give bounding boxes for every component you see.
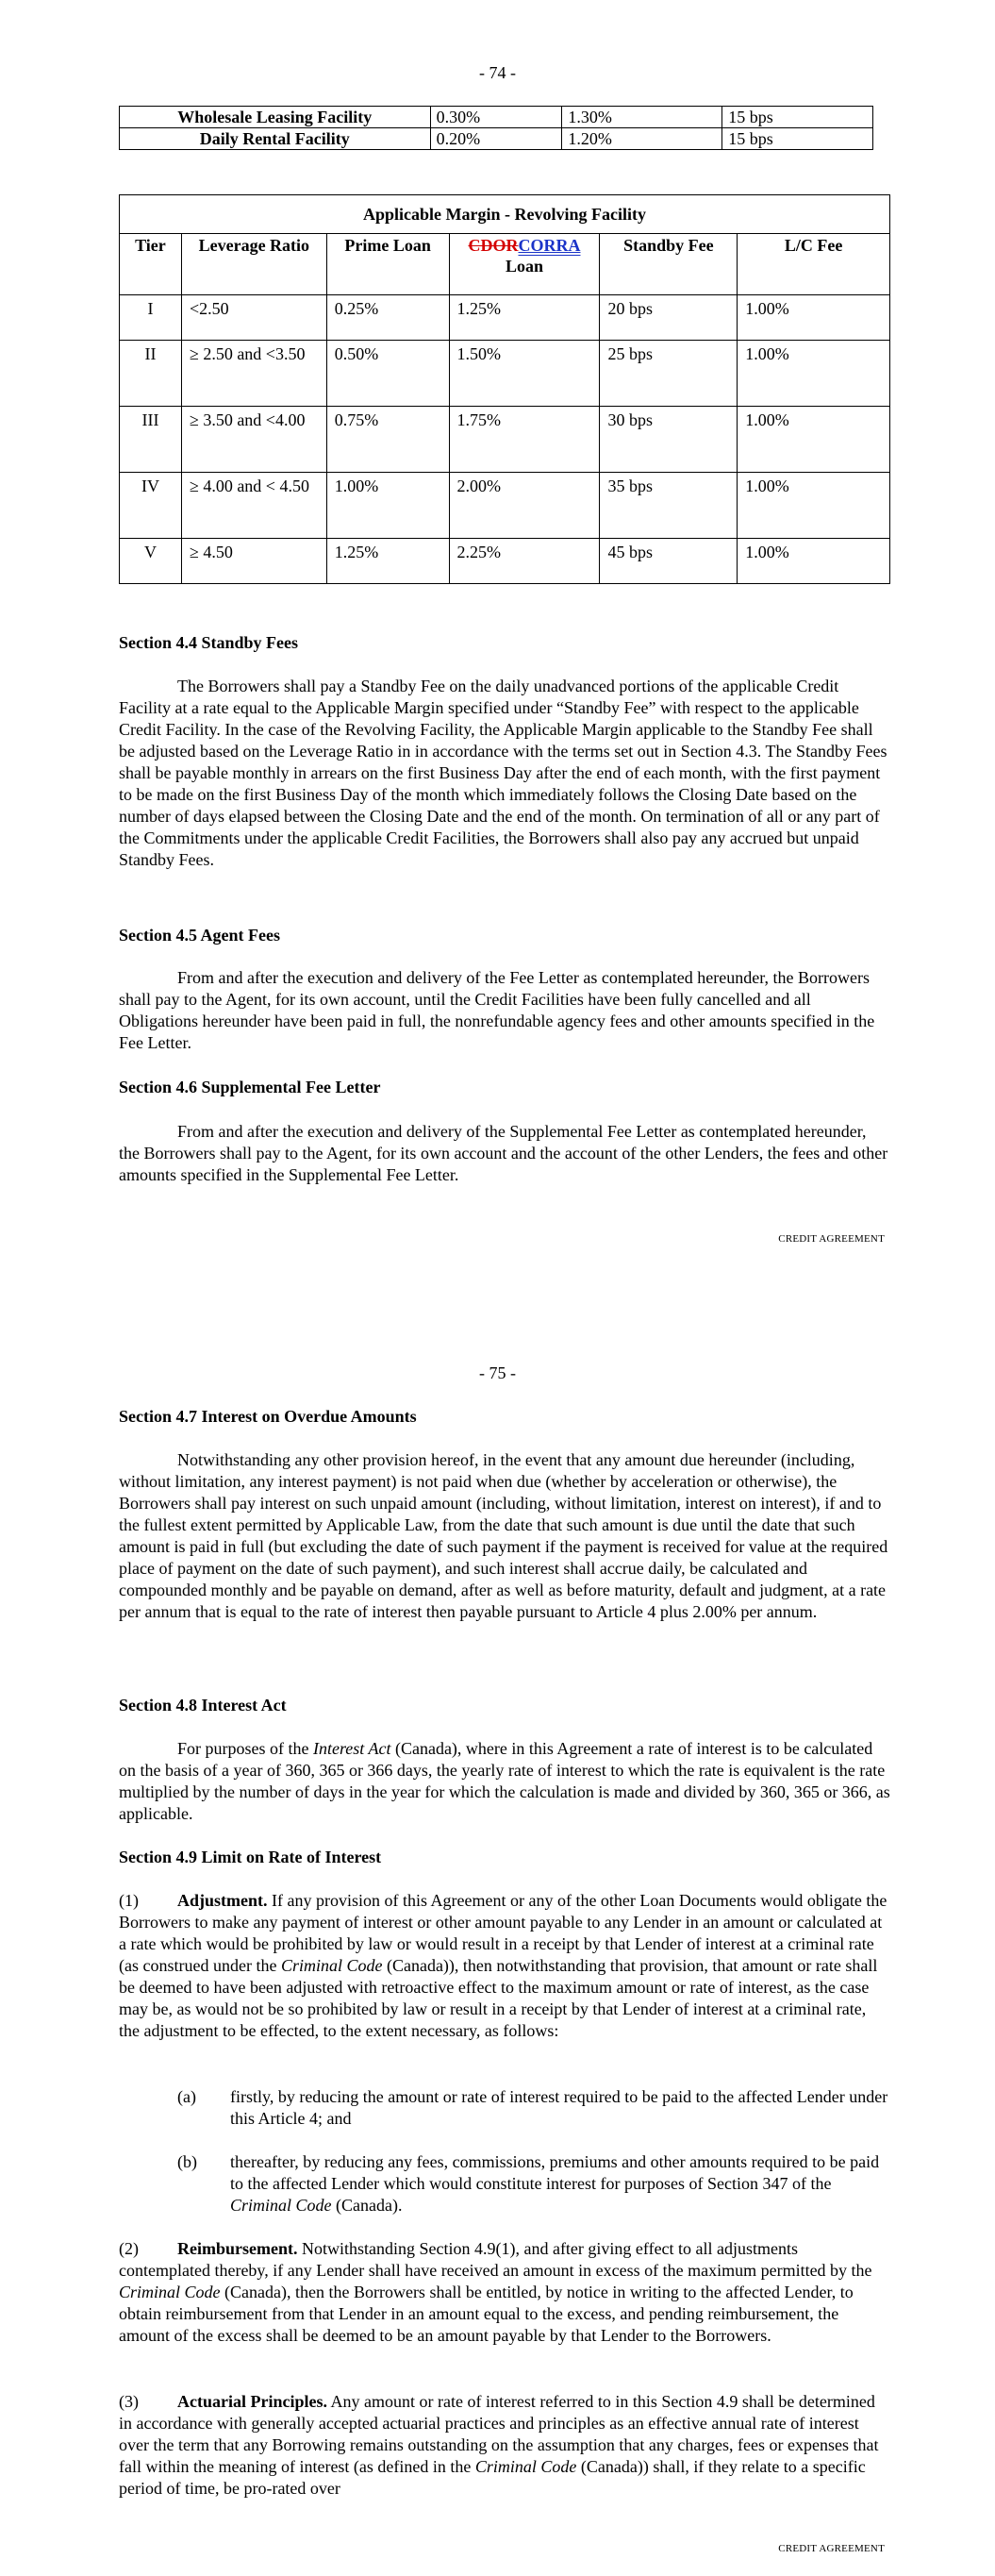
section-4-5-text: From and after the execution and delivery of the Fee Letter as contemplated hereunder, the Borrowers shall pay to the Agent, for its own account, until the Credit Facilities have been fully cancelled and all Obligations hereunder have been paid in full, the nonrefundable agency fees and other amounts specified in the Fee Letter. — [119, 968, 875, 1052]
standby-cell: 35 bps — [600, 473, 738, 539]
paragraph-title: Reimbursement. — [177, 2239, 298, 2258]
tier-cell: II — [120, 341, 182, 407]
italic-text: Criminal Code — [280, 1956, 383, 1975]
header-standby-fee: Standby Fee — [600, 234, 738, 295]
table-cell: 1.20% — [562, 128, 722, 150]
list-text — [230, 2151, 890, 2216]
header-leverage-ratio: Leverage Ratio — [181, 234, 326, 295]
paragraph-title: Adjustment. — [177, 1891, 268, 1910]
text-run: (Canada), where in this Agreement a rate of interest is to be calculated on the basis of a year of 360, 365 or 366 days, the yearly rate of interest to which the rate is equivalent is the rate multiplied by the number of days in the year for which the calculation is made and divided by 360, 365 or 366, as applicable. — [119, 1739, 890, 1823]
ratio-cell: ≥ 4.00 and < 4.50 — [181, 473, 326, 539]
facility-name: Wholesale Leasing Facility — [120, 107, 431, 128]
corra-cell: 2.00% — [449, 473, 600, 539]
paragraph-reimbursement — [119, 2238, 890, 2347]
page-footer: CREDIT AGREEMENT — [778, 1233, 885, 1245]
table-cell: 15 bps — [722, 128, 873, 150]
ratio-cell: ≥ 4.50 — [181, 539, 326, 584]
italic-text: Criminal Code — [474, 2457, 577, 2476]
text-run: Any amount or rate of interest referred to in this Section 4.9 shall be determined in accordance with generally accepted actuarial practices and principles as an effective annual rate of interest over the term that any Borrowing remains outstanding on the assumption that any charges, fees or expenses that fall within the meaning of interest (as defined in the — [119, 2392, 879, 2476]
list-label: (b) — [177, 2152, 197, 2171]
ratio-cell: ≥ 3.50 and <4.00 — [181, 407, 326, 473]
standby-cell: 30 bps — [600, 407, 738, 473]
facility-name: Daily Rental Facility — [120, 128, 431, 150]
section-heading-4-5: Section 4.5 Agent Fees — [119, 926, 280, 945]
lc-cell: 1.00% — [738, 295, 890, 341]
section-4-8-text — [119, 1738, 890, 1825]
table-row — [120, 128, 873, 150]
table-row — [120, 539, 890, 584]
facility-table — [119, 106, 873, 150]
header-prime-loan: Prime Loan — [326, 234, 449, 295]
lc-cell: 1.00% — [738, 407, 890, 473]
paragraph-adjustment — [119, 1890, 890, 2042]
standby-cell: 20 bps — [600, 295, 738, 341]
section-heading-4-8: Section 4.8 Interest Act — [119, 1696, 287, 1715]
corra-cell: 1.50% — [449, 341, 600, 407]
italic-text: Criminal Code — [119, 2283, 221, 2301]
inserted-text-corra: CORRA — [518, 236, 581, 255]
applicable-margin-table — [119, 194, 890, 584]
page-footer: CREDIT AGREEMENT — [778, 2543, 885, 2554]
table-header-row — [120, 234, 890, 295]
prime-cell: 1.25% — [326, 539, 449, 584]
text-run: (Canada)), then notwithstanding that provision, that amount or rate shall be deemed to have been adjusted with retroactive effect to the maximum amount or rate of interest, as the case may be, as would not be so prohibited by law or result in a receipt by that Lender of interest at a criminal rate, the adjustment to be effected, to the extent necessary, as follows: — [119, 1956, 878, 2040]
header-corra-loan — [449, 234, 600, 295]
paragraph-number: (3) — [119, 2392, 139, 2411]
paragraph-number: (2) — [119, 2239, 139, 2258]
text-run: (Canada), then the Borrowers shall be entitled, by notice in writing to the affected Lender, to obtain reimbursement from that Lender in an amount equal to the excess, and pending reimbursement, the amount of the excess shall be deemed to be an amount payable by that Lender to the Borrowers. — [119, 2283, 854, 2345]
table-row — [120, 107, 873, 128]
table-title: Applicable Margin - Revolving Facility — [120, 195, 890, 234]
text-run: For purposes of the — [177, 1739, 313, 1758]
header-loan: Loan — [505, 257, 543, 276]
italic-text: Interest Act — [312, 1739, 391, 1758]
prime-cell: 0.25% — [326, 295, 449, 341]
lc-cell: 1.00% — [738, 539, 890, 584]
table-cell: 1.30% — [562, 107, 722, 128]
list-item — [177, 2151, 890, 2216]
section-4-6-text: From and after the execution and delivery of the Supplemental Fee Letter as contemplated hereunder, the Borrowers shall pay to the Agent, for its own account and the account of the other Lenders, the fees and other amounts specified in the Supplemental Fee Letter. — [119, 1122, 888, 1184]
tier-cell: IV — [120, 473, 182, 539]
section-4-4-text: The Borrowers shall pay a Standby Fee on the daily unadvanced portions of the applicable Credit Facility at a rate equal to the Applicable Margin specified under “Standby Fee” with respect to the applicable Credit Facility. In the case of the Revolving Facility, the Applicable Margin applicable to the Standby Fee shall be adjusted based on the Leverage Ratio in in accordance with the terms set out in Section 4.3. The Standby Fees shall be payable monthly in arrears on the first Business Day after the end of each month, with the first payment to be made on the first Business Day of the month which immediately follows the Closing Date based on the number of days elapsed between the Closing Date and the end of the month. On termination of all or any part of the Commitments under the applicable Credit Facilities, the Borrowers shall also pay any accrued but unpaid Standby Fees. — [119, 677, 887, 869]
header-tier: Tier — [120, 234, 182, 295]
table-row — [120, 341, 890, 407]
table-title-row — [120, 195, 890, 234]
section-heading-4-4: Section 4.4 Standby Fees — [119, 633, 299, 652]
corra-cell: 1.25% — [449, 295, 600, 341]
paragraph-actuarial-principles — [119, 2391, 890, 2500]
text-run: Notwithstanding Section 4.9(1), and after giving effect to all adjustments contemplated thereby, if any Lender shall have received an amount in excess of the maximum permitted by the — [119, 2239, 872, 2280]
prime-cell: 0.75% — [326, 407, 449, 473]
table-cell: 0.30% — [430, 107, 562, 128]
section-heading-4-6: Section 4.6 Supplemental Fee Letter — [119, 1078, 381, 1096]
deleted-text-cdor: CDOR — [468, 236, 519, 255]
page-number: - 74 - — [479, 63, 516, 82]
text-run: (Canada)) shall, if they relate to a specific period of time, be pro-rated over — [119, 2457, 866, 2498]
page-number: - 75 - — [479, 1363, 516, 1382]
prime-cell: 1.00% — [326, 473, 449, 539]
table-row — [120, 295, 890, 341]
tier-cell: III — [120, 407, 182, 473]
lc-cell: 1.00% — [738, 473, 890, 539]
tier-cell: V — [120, 539, 182, 584]
prime-cell: 0.50% — [326, 341, 449, 407]
table-cell: 0.20% — [430, 128, 562, 150]
paragraph-number: (1) — [119, 1891, 139, 1910]
italic-text: Criminal Code — [230, 2196, 332, 2215]
list-item — [177, 2086, 890, 2130]
paragraph-title: Actuarial Principles. — [177, 2392, 327, 2411]
list-text: firstly, by reducing the amount or rate of interest required to be paid to the affected Lender under this Article 4; and — [230, 2087, 888, 2128]
ratio-cell: <2.50 — [181, 295, 326, 341]
table-row — [120, 473, 890, 539]
text-run: (Canada). — [331, 2196, 403, 2215]
standby-cell: 25 bps — [600, 341, 738, 407]
ratio-cell: ≥ 2.50 and <3.50 — [181, 341, 326, 407]
header-lc-fee: L/C Fee — [738, 234, 890, 295]
list-label: (a) — [177, 2087, 196, 2106]
tier-cell: I — [120, 295, 182, 341]
section-heading-4-7: Section 4.7 Interest on Overdue Amounts — [119, 1407, 417, 1426]
text-run: If any provision of this Agreement or any of the other Loan Documents would obligate the Borrowers to make any payment of interest or other amount payable to any Lender in an amount or calculated at a rate which would be prohibited by law or would result in a receipt by that Lender of interest at a criminal rate (as construed under the — [119, 1891, 887, 1975]
corra-cell: 2.25% — [449, 539, 600, 584]
table-row — [120, 407, 890, 473]
table-cell: 15 bps — [722, 107, 873, 128]
lc-cell: 1.00% — [738, 341, 890, 407]
section-4-7-text: Notwithstanding any other provision hereof, in the event that any amount due hereunder (including, without limitation, any interest payment) is not paid when due (whether by acceleration or otherwise), the Borrowers shall pay interest on such unpaid amount (including, without limitation, interest on interest), if and to the fullest extent permitted by Applicable Law, from the date that such amount is due until the date that such amount is paid in full (but excluding the date of such payment if the payment is received for value at the required place of payment on the date of such payment), and such interest shall accrue daily, be calculated and compounded monthly and be payable on demand, after as well as before maturity, default and judgment, at a rate per annum that is equal to the rate of interest then payable pursuant to Article 4 plus 2.00% per annum. — [119, 1450, 888, 1621]
text-run: thereafter, by reducing any fees, commissions, premiums and other amounts required to be paid to the affected Lender which would constitute interest for purposes of Section 347 of the — [230, 2152, 880, 2193]
section-heading-4-9: Section 4.9 Limit on Rate of Interest — [119, 1848, 382, 1866]
corra-cell: 1.75% — [449, 407, 600, 473]
standby-cell: 45 bps — [600, 539, 738, 584]
